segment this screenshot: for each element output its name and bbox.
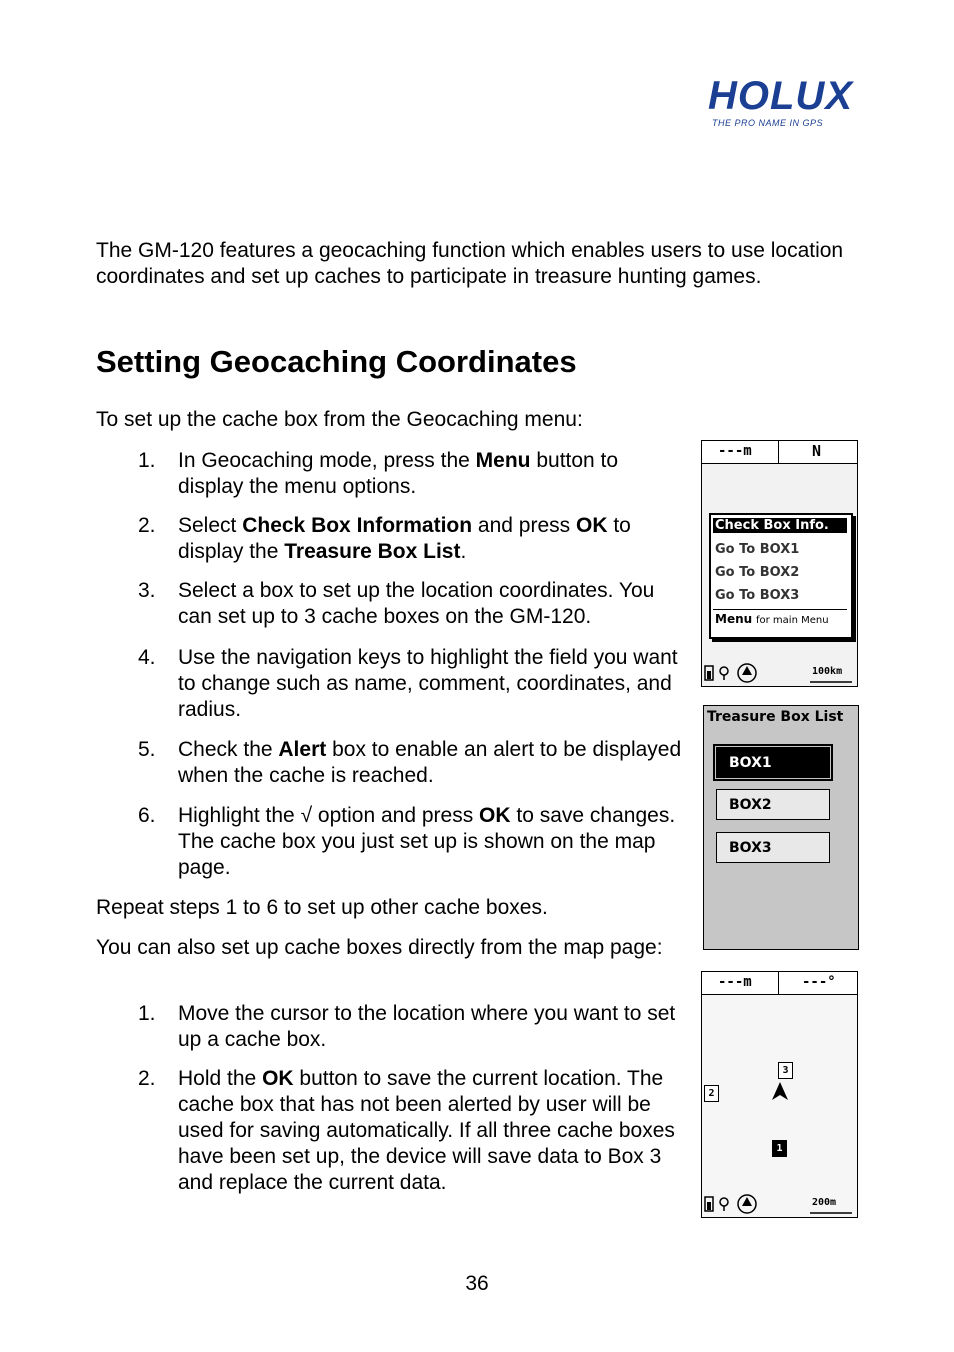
gps-menu-screen — [701, 440, 858, 687]
emphasis-text: Menu — [475, 449, 531, 472]
plain-text: In Geocaching mode, press the — [178, 449, 476, 472]
menu-popup — [709, 513, 853, 639]
menu-item-check-box-info[interactable]: Check Box Info. — [713, 518, 847, 533]
page-number: 36 — [465, 1272, 489, 1295]
emphasis-text: Treasure Box List — [284, 540, 461, 563]
list-item-number: 2. — [138, 514, 156, 537]
brand-logo — [708, 74, 853, 140]
menu-footer-text: for main Menu — [756, 615, 829, 626]
list-item-number: 6. — [138, 804, 156, 827]
screen-bottom-bar — [702, 660, 857, 686]
screen-status-bar — [702, 972, 857, 995]
map-scale: 200m — [812, 1197, 837, 1208]
plain-text: to display the — [178, 514, 631, 563]
plain-text: Check the — [178, 738, 279, 761]
list-item-text — [178, 513, 688, 565]
emphasis-text: OK — [262, 1067, 294, 1090]
cache-marker-2[interactable]: 2 — [704, 1085, 719, 1102]
map-scale: 100km — [812, 666, 843, 677]
list-item-text — [178, 737, 688, 789]
gps-map-screen — [701, 971, 858, 1218]
emphasis-text: OK — [575, 514, 608, 537]
emphasis-text: Alert — [278, 738, 327, 761]
plain-text: Use the navigation keys to highlight the field you want to change such as name, comment, coordinates, and radius. — [178, 646, 678, 721]
cache-marker-3[interactable]: 3 — [778, 1062, 793, 1079]
list-item-text — [178, 803, 688, 881]
plain-text: button to save the current location. The cache box that has not been alerted by user will be used for saving automatically. If all three cache boxes have been set up, the device will save data to Box 3 and replace the current data. — [178, 1067, 675, 1194]
brand-name: HOLUX — [708, 74, 853, 118]
menu-item-goto-box2[interactable]: Go To BOX2 — [715, 565, 800, 580]
repeat-paragraph: Repeat steps 1 to 6 to set up other cache boxes. — [96, 896, 548, 919]
box3-button[interactable]: BOX3 — [716, 832, 830, 863]
distance-readout: ---m — [718, 443, 752, 459]
heading-readout: N — [812, 442, 822, 460]
emphasis-text: Check Box Information — [242, 514, 473, 537]
list-item-number: 1. — [138, 449, 156, 472]
menu-footer-key: Menu — [715, 612, 753, 626]
plain-text: and press — [472, 514, 576, 537]
map-intro-paragraph: You can also set up cache boxes directly from the map page: — [96, 936, 663, 959]
emphasis-text: OK — [479, 804, 511, 827]
treasure-box-list-screen — [703, 705, 859, 950]
section-heading: Setting Geocaching Coordinates — [96, 344, 577, 379]
list-item-number: 2. — [138, 1067, 156, 1090]
light-icon — [720, 1198, 728, 1206]
list-item-number: 5. — [138, 738, 156, 761]
list-item-text — [178, 578, 688, 630]
list-item-text — [178, 645, 688, 723]
menu-item-goto-box3[interactable]: Go To BOX3 — [715, 588, 800, 603]
screen-title: Treasure Box List — [707, 709, 844, 725]
plain-text: Hold the — [178, 1067, 263, 1090]
brand-tagline: THE PRO NAME IN GPS — [712, 118, 824, 128]
list-item-text — [178, 448, 688, 500]
box2-button[interactable]: BOX2 — [716, 789, 830, 820]
list-item-number: 1. — [138, 1002, 156, 1025]
plain-text: box to enable an alert to be displayed when the cache is reached. — [178, 738, 682, 787]
list-item-number: 3. — [138, 579, 156, 602]
plain-text: Select — [178, 514, 243, 537]
plain-text: Select a box to set up the location coordinates. You can set up to 3 cache boxes on the GM-120. — [178, 579, 655, 628]
menu-item-goto-box1[interactable]: Go To BOX1 — [715, 542, 800, 557]
plain-text: Move the cursor to the location where you want to set up a cache box. — [178, 1002, 676, 1051]
list-item-text — [178, 1066, 688, 1196]
screen-bottom-bar — [702, 1191, 857, 1217]
screen-status-bar — [702, 441, 857, 464]
intro-paragraph: The GM-120 features a geocaching function which enables users to use location coordinates and set up caches to participate in treasure hunting games. — [96, 239, 844, 288]
light-icon — [720, 667, 728, 675]
cache-marker-1[interactable]: 1 — [772, 1140, 787, 1157]
lead-paragraph: To set up the cache box from the Geocaching menu: — [96, 408, 583, 431]
list-item-text — [178, 1001, 688, 1053]
list-item-number: 4. — [138, 646, 156, 669]
distance-readout: ---m — [718, 974, 752, 990]
menu-footer — [715, 612, 829, 626]
bearing-readout: ---° — [802, 974, 836, 990]
cursor-arrow-icon — [768, 1080, 792, 1104]
plain-text: to save changes. The cache box you just set up is shown on the map page. — [178, 804, 676, 879]
plain-text: Highlight the √ option and press — [178, 804, 480, 827]
plain-text: . — [460, 540, 467, 563]
plain-text: button to display the menu options. — [178, 449, 619, 498]
box1-button[interactable]: BOX1 — [716, 747, 830, 778]
